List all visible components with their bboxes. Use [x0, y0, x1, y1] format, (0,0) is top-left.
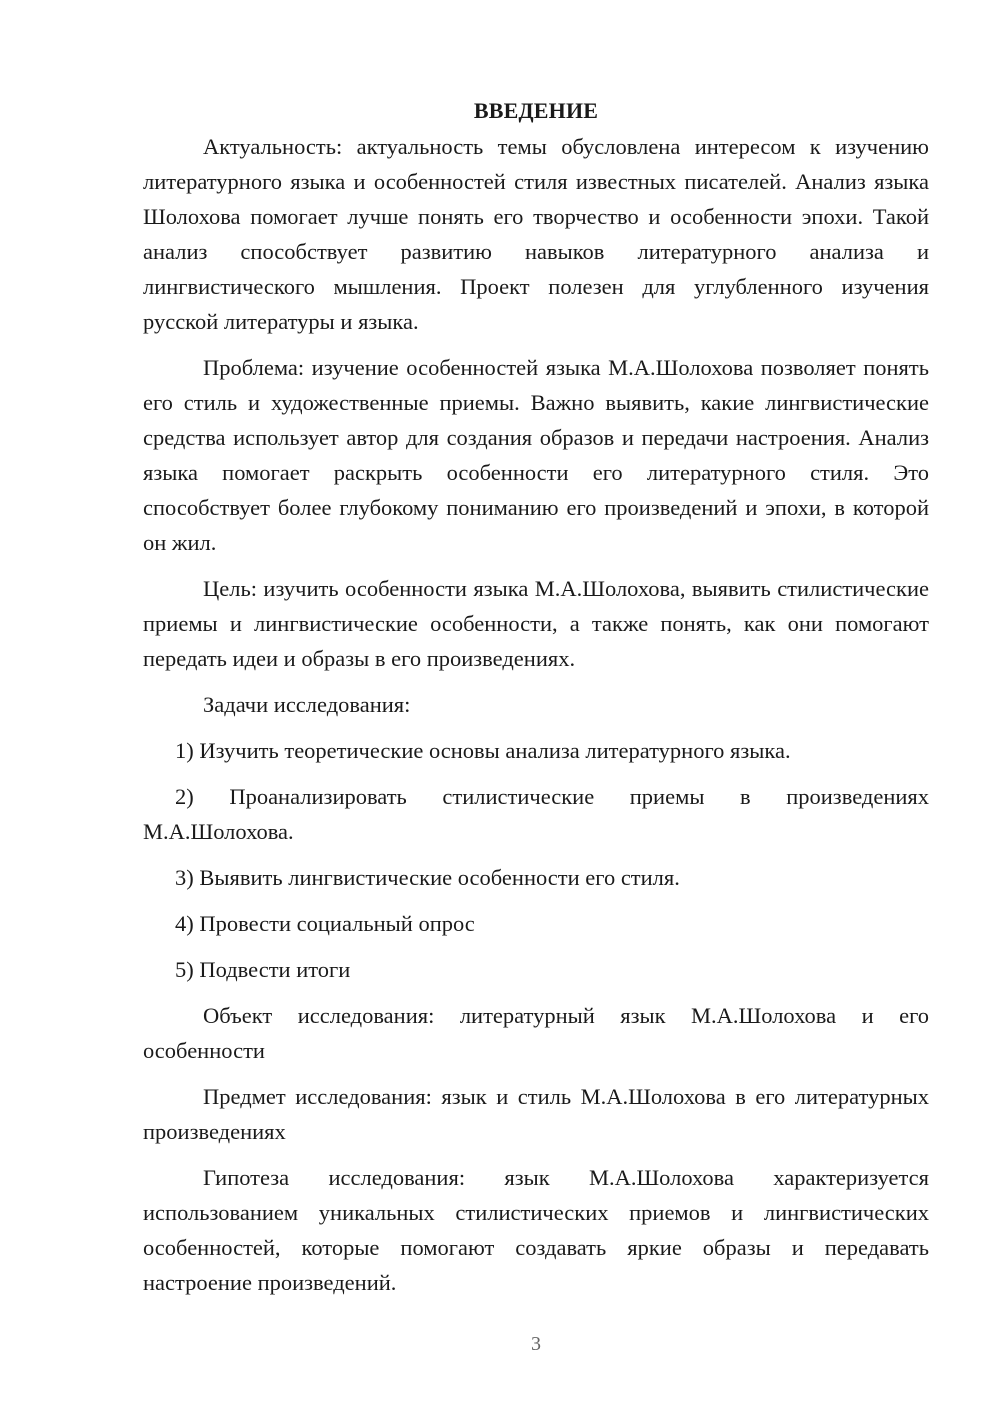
page-title: ВВЕДЕНИЕ	[473, 98, 599, 123]
relevance-paragraph: Актуальность: актуальность темы обусловлена интересом к изучению литературного языка и особенностей стиля известных писателей. Анализ языка Шолохова помогает лучше понять его творчество и особенности эпохи. Такой анализ способствует развитию навыков литературного анализа и лингвистического мышления. Проект полезен для углубленного изучения русской литературы и языка.	[143, 134, 929, 334]
task-item: 5) Подвести итоги	[175, 957, 351, 982]
task-item: 4) Провести социальный опрос	[175, 911, 475, 936]
task-item: 1) Изучить теоретические основы анализа литературного языка.	[175, 738, 791, 763]
tasks-title: Задачи исследования:	[203, 692, 411, 717]
task-item: 2) Проанализировать стилистические приемы в произведениях М.А.Шолохова.	[143, 784, 929, 844]
task-item: 3) Выявить лингвистические особенности его стиля.	[175, 865, 680, 890]
hypothesis-paragraph: Гипотеза исследования: язык М.А.Шолохова характеризуется использованием уникальных стилистических приемов и лингвистических особенностей, которые помогают создавать яркие образы и передавать настроение произведений.	[143, 1165, 929, 1295]
subject-paragraph: Предмет исследования: язык и стиль М.А.Шолохова в его литературных произведениях	[143, 1084, 929, 1144]
document-page	[143, 93, 929, 1300]
object-paragraph: Объект исследования: литературный язык М.А.Шолохова и его особенности	[143, 1003, 929, 1063]
problem-paragraph: Проблема: изучение особенностей языка М.А.Шолохова позволяет понять его стиль и художественные приемы. Важно выявить, какие лингвистические средства использует автор для создания образов и передачи настроения. Анализ языка помогает раскрыть особенности его литературного стиля. Это способствует более глубокому пониманию его произведений и эпохи, в которой он жил.	[143, 355, 929, 555]
goal-paragraph: Цель: изучить особенности языка М.А.Шолохова, выявить стилистические приемы и лингвистические особенности, а также понять, как они помогают передать идеи и образы в его произведениях.	[143, 576, 929, 671]
page-number: 3	[531, 1333, 541, 1355]
